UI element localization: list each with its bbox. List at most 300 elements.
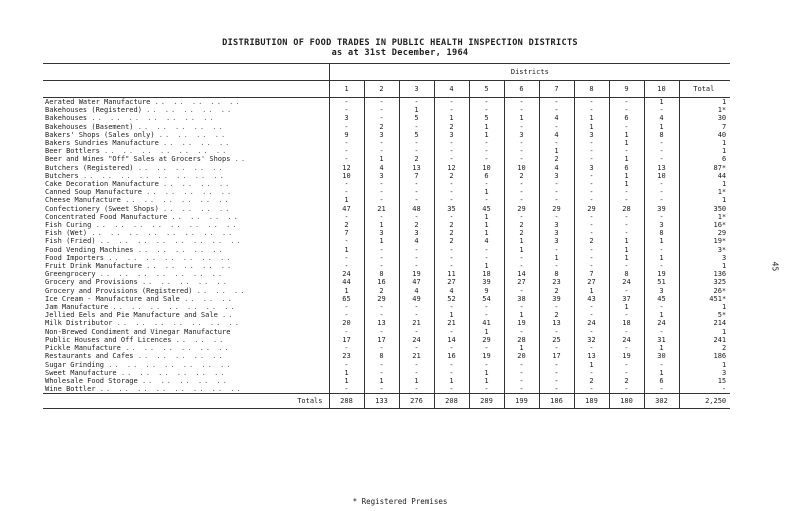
trade-name: Sweet Manufacture xyxy=(45,368,117,377)
district-count-cell: 1 xyxy=(574,287,609,295)
district-count-cell: - xyxy=(434,254,469,262)
district-count-cell: - xyxy=(644,213,679,221)
trade-name-cell xyxy=(43,303,329,311)
district-count-cell: 1 xyxy=(434,377,469,385)
table-row xyxy=(43,385,730,394)
district-count-cell: 5 xyxy=(399,114,434,122)
trade-name-cell xyxy=(43,352,329,360)
district-count-cell: - xyxy=(364,98,399,107)
table-row xyxy=(43,377,730,385)
district-count-cell: 3 xyxy=(434,131,469,139)
district-count-cell: 29 xyxy=(539,205,574,213)
trade-name-cell xyxy=(43,205,329,213)
district-count-cell: 2 xyxy=(329,221,364,229)
leader-dots: .. .. .. .. .. xyxy=(137,122,225,131)
trade-name-cell xyxy=(43,328,329,336)
table-row xyxy=(43,287,730,295)
leader-dots: .. .. .. xyxy=(196,286,247,295)
district-count-cell: - xyxy=(469,196,504,204)
district-count-cell: 1 xyxy=(539,254,574,262)
trade-name-cell xyxy=(43,229,329,237)
row-total-cell: 16* xyxy=(713,221,727,230)
district-count-cell: - xyxy=(399,123,434,131)
row-total-cell: 3 xyxy=(721,368,727,377)
leader-dots: .. .. .. .. .. xyxy=(154,98,242,106)
district-count-cell: 6 xyxy=(609,164,644,172)
trade-name: Canned Soup Manufacture xyxy=(45,188,142,197)
column-header-district: 4 xyxy=(434,81,469,98)
district-count-cell: - xyxy=(609,262,644,270)
column-header-district: 9 xyxy=(609,81,644,98)
column-header-district: 3 xyxy=(399,81,434,98)
district-count-cell: 2 xyxy=(434,229,469,237)
district-count-cell: - xyxy=(504,262,539,270)
district-count-cell: - xyxy=(574,262,609,270)
district-count-cell: 3 xyxy=(364,131,399,139)
trade-name-cell xyxy=(43,262,329,270)
row-total-cell: 1* xyxy=(717,212,727,221)
district-count-cell: 18 xyxy=(609,319,644,327)
page-number: 45 xyxy=(770,261,780,272)
district-count-cell: - xyxy=(609,328,644,336)
district-count-cell: 8 xyxy=(364,352,399,360)
district-count-cell: - xyxy=(574,98,609,107)
district-count-cell: - xyxy=(644,385,679,394)
district-count-cell: - xyxy=(504,254,539,262)
leader-dots: .. .. .. .. .. .. .. xyxy=(116,319,241,328)
trade-name: Wine Bottler xyxy=(45,385,96,394)
district-count-cell: - xyxy=(504,147,539,155)
trade-name-cell xyxy=(43,98,329,107)
leader-dots: .. .. .. .. .. .. xyxy=(120,368,227,377)
table-row xyxy=(43,246,730,254)
district-count-cell: 21 xyxy=(434,319,469,327)
district-count-cell: 52 xyxy=(434,295,469,303)
district-count-cell: - xyxy=(469,311,504,319)
district-count-cell: 1 xyxy=(574,361,609,369)
leader-dots: .. .. .. xyxy=(184,294,234,303)
trade-name-cell xyxy=(43,311,329,319)
district-count-cell: 10 xyxy=(329,172,364,180)
district-count-cell: 2 xyxy=(574,237,609,245)
row-total-cell: 1 xyxy=(721,180,727,189)
district-count-cell: 24 xyxy=(644,319,679,327)
leader-dots: .. .. .. .. .. .. .. xyxy=(108,253,233,262)
district-count-cell: - xyxy=(399,98,434,107)
district-count-cell: 2 xyxy=(364,287,399,295)
district-count-cell: 6 xyxy=(644,377,679,385)
district-count-cell: - xyxy=(364,106,399,114)
row-total-cell: 5* xyxy=(717,311,727,320)
district-total-cell: 186 xyxy=(539,394,574,409)
district-count-cell: - xyxy=(609,311,644,319)
district-count-cell: - xyxy=(644,147,679,155)
district-total-cell: 133 xyxy=(364,394,399,409)
district-total-cell: 289 xyxy=(469,394,504,409)
district-count-cell: - xyxy=(609,221,644,229)
district-count-cell: - xyxy=(399,311,434,319)
district-count-cell: - xyxy=(364,180,399,188)
district-count-cell: 1 xyxy=(434,311,469,319)
district-count-cell: 4 xyxy=(434,287,469,295)
district-count-cell: 1 xyxy=(469,369,504,377)
district-count-cell: - xyxy=(539,303,574,311)
district-count-cell: - xyxy=(399,196,434,204)
district-count-cell: - xyxy=(469,246,504,254)
district-count-cell: - xyxy=(364,311,399,319)
district-count-cell: - xyxy=(469,147,504,155)
district-count-cell: - xyxy=(609,188,644,196)
district-count-cell: - xyxy=(574,229,609,237)
totals-row xyxy=(43,394,730,409)
district-count-cell: - xyxy=(469,180,504,188)
district-count-cell: 9 xyxy=(329,131,364,139)
district-count-cell: - xyxy=(574,246,609,254)
row-total-cell: 1 xyxy=(721,303,727,312)
trade-name-cell xyxy=(43,188,329,196)
table-row xyxy=(43,114,730,122)
district-count-cell: - xyxy=(609,344,644,352)
district-count-cell: - xyxy=(329,254,364,262)
row-total-cell: 241 xyxy=(713,335,727,344)
leader-dots: .. .. .. .. .. .. .. .. xyxy=(99,385,243,394)
district-count-cell: - xyxy=(469,98,504,107)
trade-name-cell xyxy=(43,131,329,139)
district-count-cell: 5 xyxy=(399,131,434,139)
district-count-cell: 3 xyxy=(644,287,679,295)
trade-name: Fish Curing xyxy=(45,221,92,230)
district-count-cell: - xyxy=(399,262,434,270)
district-count-cell: 1 xyxy=(329,246,364,254)
district-count-cell: - xyxy=(609,287,644,295)
table-row xyxy=(43,303,730,311)
district-count-cell: 1 xyxy=(609,254,644,262)
trade-name-cell xyxy=(43,344,329,352)
district-count-cell: - xyxy=(329,361,364,369)
district-count-cell: 23 xyxy=(329,352,364,360)
district-count-cell: 10 xyxy=(469,164,504,172)
district-count-cell: - xyxy=(574,385,609,394)
district-count-cell: - xyxy=(329,303,364,311)
district-count-cell: 1 xyxy=(504,311,539,319)
district-count-cell: - xyxy=(609,361,644,369)
leader-dots: .. .. .. .. .. .. .. xyxy=(104,147,229,156)
district-count-cell: 1 xyxy=(504,246,539,254)
trade-name-cell xyxy=(43,295,329,303)
row-total-cell: 214 xyxy=(713,319,727,328)
district-count-cell: - xyxy=(644,139,679,147)
leader-dots: .. .. .. .. xyxy=(171,212,240,221)
district-count-cell: 3 xyxy=(329,114,364,122)
trade-name-cell xyxy=(43,221,329,229)
district-count-cell: - xyxy=(364,196,399,204)
row-total-cell: 26* xyxy=(713,286,727,295)
district-count-cell: 14 xyxy=(504,270,539,278)
district-count-cell: - xyxy=(609,229,644,237)
district-count-cell: - xyxy=(364,262,399,270)
trade-name-cell xyxy=(43,172,329,180)
row-total-cell: 87* xyxy=(713,163,727,172)
district-count-cell: - xyxy=(504,123,539,131)
district-count-cell: - xyxy=(329,180,364,188)
district-count-cell: 1 xyxy=(329,377,364,385)
district-count-cell: 1 xyxy=(644,254,679,262)
trade-name: Concentrated Food Manufacture xyxy=(45,212,168,221)
district-count-cell: - xyxy=(364,139,399,147)
trade-name-cell xyxy=(43,164,329,172)
district-count-cell: - xyxy=(434,262,469,270)
district-count-cell: 4 xyxy=(644,114,679,122)
column-header-district: 8 xyxy=(574,81,609,98)
district-count-cell: - xyxy=(644,188,679,196)
district-count-cell: - xyxy=(539,196,574,204)
district-count-cell: 1 xyxy=(504,344,539,352)
district-count-cell: - xyxy=(469,344,504,352)
district-count-cell: 7 xyxy=(399,172,434,180)
district-count-cell: - xyxy=(469,303,504,311)
district-count-cell: 2 xyxy=(434,123,469,131)
trade-name: Cheese Manufacture xyxy=(45,196,121,205)
trade-name: Food Vending Machines xyxy=(45,245,134,254)
district-count-cell: - xyxy=(644,106,679,114)
district-count-cell: - xyxy=(434,328,469,336)
district-count-cell: 3 xyxy=(574,131,609,139)
district-count-cell: - xyxy=(399,254,434,262)
district-count-cell: - xyxy=(434,106,469,114)
district-count-cell: - xyxy=(329,155,364,163)
district-count-cell: 3 xyxy=(539,229,574,237)
trade-name: Butchers (Registered) xyxy=(45,163,134,172)
district-count-cell: 27 xyxy=(504,278,539,286)
district-count-cell: 1 xyxy=(364,237,399,245)
district-count-cell: 47 xyxy=(399,278,434,286)
district-count-cell: - xyxy=(539,180,574,188)
district-count-cell: 1 xyxy=(469,328,504,336)
column-header-district: 5 xyxy=(469,81,504,98)
district-count-cell: - xyxy=(644,262,679,270)
district-count-cell: 3 xyxy=(399,229,434,237)
district-count-cell: - xyxy=(329,385,364,394)
district-count-cell: 1 xyxy=(504,114,539,122)
district-count-cell: - xyxy=(329,139,364,147)
district-count-cell: 8 xyxy=(644,131,679,139)
district-count-cell: - xyxy=(609,385,644,394)
leader-dots: .. .. .. .. .. xyxy=(137,352,225,361)
district-count-cell: 19 xyxy=(469,352,504,360)
district-count-cell: - xyxy=(399,188,434,196)
district-count-cell: 8 xyxy=(364,270,399,278)
district-count-cell: 10 xyxy=(504,164,539,172)
trade-name-cell xyxy=(43,139,329,147)
trade-name-cell xyxy=(43,361,329,369)
district-count-cell: - xyxy=(609,123,644,131)
district-count-cell: - xyxy=(504,155,539,163)
trade-name-cell xyxy=(43,377,329,385)
footnote: * Registered Premises xyxy=(352,497,448,506)
district-count-cell: 2 xyxy=(504,229,539,237)
district-count-cell: 5 xyxy=(469,114,504,122)
row-total-cell: 1 xyxy=(721,262,727,271)
district-count-cell: - xyxy=(504,196,539,204)
district-count-cell: 28 xyxy=(609,205,644,213)
district-count-cell: - xyxy=(644,246,679,254)
district-count-cell: 1 xyxy=(364,155,399,163)
district-count-cell: - xyxy=(399,147,434,155)
district-count-cell: - xyxy=(434,139,469,147)
district-count-cell: 1 xyxy=(469,123,504,131)
district-count-cell: - xyxy=(644,180,679,188)
district-count-cell: 54 xyxy=(469,295,504,303)
table-row xyxy=(43,336,730,344)
district-count-cell: 24 xyxy=(399,336,434,344)
district-count-cell: - xyxy=(539,246,574,254)
district-count-cell: 18 xyxy=(469,270,504,278)
leader-dots: .. .. .. .. .. xyxy=(146,262,234,271)
district-count-cell: 38 xyxy=(504,295,539,303)
district-count-cell: - xyxy=(504,328,539,336)
district-count-cell: 8 xyxy=(539,270,574,278)
district-count-cell: - xyxy=(364,328,399,336)
district-count-cell: 1 xyxy=(574,114,609,122)
district-count-cell: - xyxy=(574,155,609,163)
district-count-cell: - xyxy=(539,385,574,394)
trade-name: Jam Manufacture xyxy=(45,303,109,312)
table-row xyxy=(43,237,730,245)
district-count-cell: 1 xyxy=(609,155,644,163)
row-total-cell: 1* xyxy=(717,106,727,115)
district-total-cell: 208 xyxy=(434,394,469,409)
district-count-cell: 25 xyxy=(539,336,574,344)
trade-name: Greengrocery xyxy=(45,270,96,279)
document-subtitle: as at 31st December, 1964 xyxy=(331,48,469,58)
district-count-cell: 29 xyxy=(574,205,609,213)
district-count-cell: 1 xyxy=(329,369,364,377)
district-count-cell: 1 xyxy=(609,303,644,311)
district-count-cell: - xyxy=(504,287,539,295)
district-count-cell: 6 xyxy=(609,114,644,122)
district-count-cell: 16 xyxy=(434,352,469,360)
district-count-cell: - xyxy=(504,361,539,369)
district-count-cell: 3 xyxy=(539,221,574,229)
district-count-cell: - xyxy=(574,213,609,221)
district-count-cell: - xyxy=(609,369,644,377)
district-count-cell: 49 xyxy=(399,295,434,303)
row-total-cell: 186 xyxy=(713,352,727,361)
district-count-cell: 2 xyxy=(574,377,609,385)
district-count-cell: - xyxy=(364,369,399,377)
district-count-cell: 1 xyxy=(609,131,644,139)
district-count-cell: 23 xyxy=(539,278,574,286)
district-count-cell: 13 xyxy=(574,352,609,360)
district-count-cell: 1 xyxy=(469,131,504,139)
district-count-cell: 4 xyxy=(539,114,574,122)
district-count-cell: - xyxy=(539,344,574,352)
row-total-cell: 350 xyxy=(713,204,727,213)
district-count-cell: - xyxy=(434,155,469,163)
district-count-cell: - xyxy=(574,139,609,147)
district-count-cell: - xyxy=(469,385,504,394)
table-row xyxy=(43,155,730,163)
trade-name-cell xyxy=(43,196,329,204)
row-total-cell: 1 xyxy=(721,327,727,336)
district-count-cell: 2 xyxy=(504,172,539,180)
trade-name-cell xyxy=(43,278,329,286)
district-count-cell: 1 xyxy=(469,377,504,385)
row-total-cell: 40 xyxy=(717,130,727,139)
district-count-cell: 13 xyxy=(644,164,679,172)
leader-dots: .. .. .. .. .. xyxy=(141,376,229,385)
district-count-cell: 39 xyxy=(539,295,574,303)
district-count-cell: - xyxy=(539,377,574,385)
district-count-cell: 28 xyxy=(504,336,539,344)
trade-name: Confectionery (Sweet Shops) xyxy=(45,204,159,213)
leader-dots: .. .. .. .. xyxy=(158,130,228,139)
district-count-cell: 2 xyxy=(434,172,469,180)
district-count-cell: 1 xyxy=(609,180,644,188)
district-count-cell: 4 xyxy=(364,164,399,172)
district-count-cell: 7 xyxy=(574,270,609,278)
district-count-cell: 35 xyxy=(434,205,469,213)
district-count-cell: 2 xyxy=(434,221,469,229)
district-count-cell: 4 xyxy=(469,237,504,245)
district-count-cell: - xyxy=(399,385,434,394)
district-count-cell: 11 xyxy=(434,270,469,278)
row-total-cell: 1 xyxy=(721,139,727,148)
district-count-cell: - xyxy=(539,123,574,131)
district-count-cell: - xyxy=(434,98,469,107)
leader-dots: .. .. .. .. .. .. xyxy=(125,196,231,205)
grand-total-cell: 2,250 xyxy=(679,394,730,409)
district-count-cell: - xyxy=(504,385,539,394)
trade-name: Jellied Eels and Pie Manufacture and Sale xyxy=(45,311,218,320)
district-count-cell: 6 xyxy=(469,172,504,180)
trade-name-cell xyxy=(43,114,329,122)
district-count-cell: 13 xyxy=(364,319,399,327)
district-count-cell: 12 xyxy=(329,164,364,172)
row-total-cell: 1 xyxy=(721,147,727,156)
leader-dots: .. .. .. .. xyxy=(163,139,232,148)
district-count-cell: 2 xyxy=(399,221,434,229)
district-count-cell: 3 xyxy=(364,229,399,237)
district-count-cell: - xyxy=(504,139,539,147)
leader-dots: .. .. .. .. .. .. xyxy=(125,344,231,353)
district-count-cell: - xyxy=(364,147,399,155)
district-count-cell: - xyxy=(644,361,679,369)
district-count-cell: - xyxy=(574,196,609,204)
district-count-cell: 2 xyxy=(399,155,434,163)
district-count-cell: - xyxy=(469,106,504,114)
district-count-cell: - xyxy=(434,180,469,188)
district-count-cell: - xyxy=(399,180,434,188)
trade-name: Aerated Water Manufacture xyxy=(45,98,151,106)
district-count-cell: - xyxy=(539,328,574,336)
trade-name: Pickle Manufacture xyxy=(45,344,121,353)
district-count-cell: 1 xyxy=(644,369,679,377)
table-row xyxy=(43,270,730,278)
trade-name: Restaurants and Cafes xyxy=(45,352,134,361)
district-count-cell: - xyxy=(329,188,364,196)
column-header-district: 6 xyxy=(504,81,539,98)
trade-name-cell xyxy=(43,213,329,221)
district-count-cell: 10 xyxy=(644,172,679,180)
table-row xyxy=(43,205,730,213)
district-count-cell: - xyxy=(469,361,504,369)
district-count-cell: - xyxy=(364,344,399,352)
district-count-cell: 24 xyxy=(609,278,644,286)
trade-name: Butchers xyxy=(45,171,79,180)
row-total-cell: 19* xyxy=(713,237,727,246)
trade-name-cell xyxy=(43,254,329,262)
